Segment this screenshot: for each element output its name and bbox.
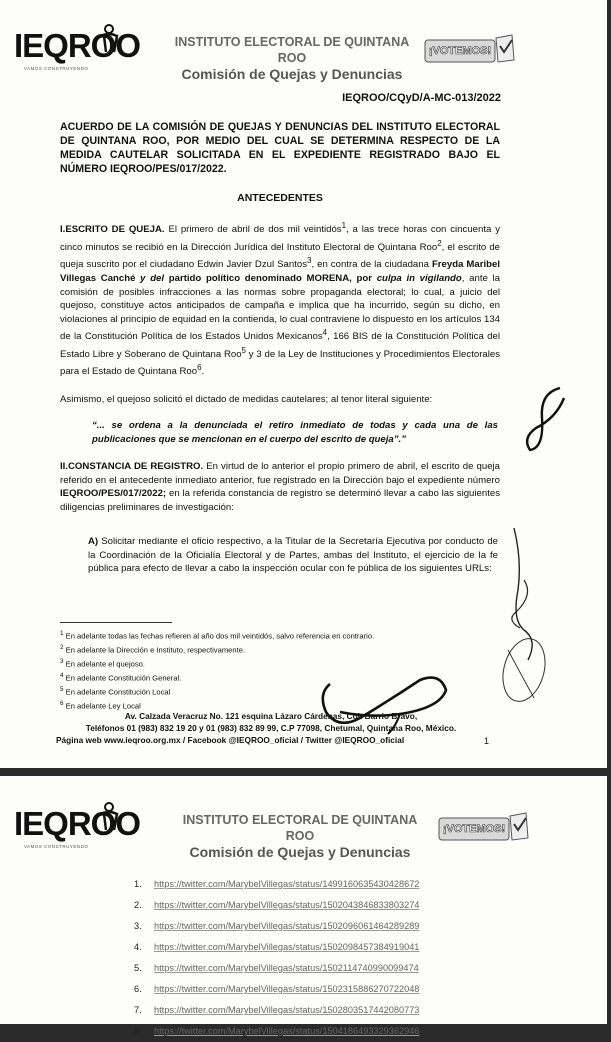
url-link[interactable]: https://twitter.com/MarybelVillegas/status/1502803517442080773: [154, 1005, 420, 1015]
url-link[interactable]: https://twitter.com/MarybelVillegas/status/1502043846833803274: [154, 900, 420, 910]
page-number: 1: [484, 736, 490, 746]
bold-italic-span: y del: [135, 273, 169, 285]
bold-span: IEQROO/PES/017/2022;: [60, 488, 167, 499]
document-page-2: [0, 776, 607, 1036]
text-span: , a las trece horas con cincuenta y cinco minutos se recibió en la Dirección Jurídica del Instituto Electoral de Quintana Roo: [60, 224, 500, 253]
url-item: 2. https://twitter.com/MarybelVillegas/status/1502043846833803274: [134, 900, 420, 910]
footnote-ref: 5: [241, 345, 246, 355]
footnote-ref: 2: [437, 238, 442, 248]
logo-tagline: VAMOS CONSTRUYENDO: [24, 66, 89, 71]
letterhead: [0, 778, 607, 858]
badge-text: ¡VOTEMOS!: [428, 45, 492, 57]
text-span: y 3 de la Ley de Instituciones y Procedimientos Electorales para el Estado de Quintana Roo: [60, 348, 500, 378]
text-span: , el escrito de queja suscrito por el ciudadano Edwin Javier Dzul Santos: [60, 241, 501, 271]
paragraph-medidas-cautelares: Asimismo, el quejoso solicitó el dictado de medidas cautelares; al tenor literal siguiente:: [60, 394, 433, 405]
section-title: ANTECEDENTES: [237, 192, 323, 204]
signature-initial-1: [520, 378, 570, 458]
quoted-request: “... se ordena a la denunciada el retiro inmediato de todas y cada una de las publicaciones que se mencionan en el cuerpo del escrito de queja”.”: [92, 420, 498, 445]
footnote-divider: [60, 622, 172, 623]
url-item: 7. https://twitter.com/MarybelVillegas/status/1502803517442080773: [134, 1005, 420, 1015]
badge-text: ¡VOTEMOS!: [442, 823, 506, 835]
footnote: $^4$ En adelante Constitución General.: [60, 672, 182, 683]
url-link[interactable]: https://twitter.com/MarybelVillegas/status/1502315886270722048: [154, 984, 420, 994]
paragraph-constancia-de-registro: [60, 460, 500, 514]
bold-italic-span: culpa in vigilando: [376, 273, 462, 285]
footnote: $^2$ En adelante la Dirección e Instituto, respectivamente.: [60, 644, 246, 655]
commission-name: Comisión de Quejas y Denuncias: [189, 844, 411, 860]
votemos-badge: [438, 812, 530, 844]
logo-tagline: VAMOS CONSTRUYENDO: [24, 844, 89, 849]
url-link[interactable]: https://twitter.com/MarybelVillegas/status/1504186493329362946: [154, 1026, 420, 1036]
url-link[interactable]: https://twitter.com/MarybelVillegas/status/1499160635430428672: [154, 879, 420, 889]
footnote-ref: 1: [341, 221, 347, 230]
text-span: , ante la comisión de posibles infracciones a las normas sobre propaganda electoral; lo cual, a juicio del quejoso, constituye actos anticipados de campaña e implica que ha incurrido, según su dicho, en violaciones al principio de equidad en la contienda, lo cual contraviene lo dispuesto en los artículos 134 de la Constitución Política de los Estados Unidos Mexicanos: [60, 273, 501, 343]
logo-figure-icon: [98, 24, 120, 54]
votemos-badge: [424, 34, 516, 66]
footnote-ref: 6: [197, 363, 202, 373]
document-code: IEQROO/CQyD/A-MC-013/2022: [342, 92, 501, 104]
paragraph-label: I.ESCRITO DE QUEJA.: [60, 224, 165, 236]
bold-span: Freyda Maribel Villegas Canché: [60, 259, 500, 285]
paragraph-label: II.CONSTANCIA DE REGISTRO.: [60, 461, 204, 472]
institution-name: INSTITUTO ELECTORAL DE QUINTANA ROO: [174, 35, 410, 65]
ieqroo-logo: IEQROO: [14, 27, 141, 64]
paragraph-escrito-de-queja: [60, 219, 500, 379]
bold-span: partido político denominado MORENA, por: [168, 273, 377, 285]
text-span: El primero de abril de dos mil veintidós: [164, 224, 342, 236]
footer-address: Av. Calzada Veracruz No. 121 esquina Lázaro Cárdenas, Col. Barrio Bravo,: [124, 711, 418, 721]
footnote: $^6$ En adelante Ley Local: [60, 700, 141, 711]
url-link[interactable]: https://twitter.com/MarybelVillegas/status/1502098457384919041: [154, 942, 420, 952]
url-item: 6. https://twitter.com/MarybelVillegas/status/1502315886270722048: [134, 984, 420, 994]
url-list: [134, 874, 419, 1042]
url-link[interactable]: https://twitter.com/MarybelVillegas/status/1502114740990099474: [154, 963, 419, 973]
paragraph-diligencia-a: [88, 535, 498, 576]
commission-name: Comisión de Quejas y Denuncias: [181, 66, 403, 82]
footer-phones: Teléfonos 01 (983) 832 19 20 y 01 (983) 832 89 99, C.P 77098, Chetumal, Quintana Roo, México.: [85, 723, 457, 733]
text-span: en la referida constancia de registro se determinó llevar a cabo las siguientes diligencias preliminares de investigación:: [60, 488, 500, 513]
url-item: 5. https://twitter.com/MarybelVillegas/status/1502114740990099474: [134, 963, 419, 973]
footnote: $^1$ En adelante todas las fechas refieren al año dos mil veintidós, salvo referencia en contrario.: [60, 630, 375, 641]
url-item: 3. https://twitter.com/MarybelVillegas/status/1502096061464289289: [134, 921, 420, 931]
url-item: 4. https://twitter.com/MarybelVillegas/status/1502098457384919041: [134, 942, 420, 952]
footer-web: Página web www.ieqroo.org.mx / Facebook @IEQROO_oficial / Twitter @IEQROO_oficial: [56, 735, 405, 745]
footnote-ref: 3: [307, 256, 312, 266]
logo-figure-icon: [98, 802, 120, 832]
url-item: 1. https://twitter.com/MarybelVillegas/status/1499160635430428672: [134, 879, 420, 889]
footnote-ref: 4: [322, 328, 328, 338]
footnote: $^5$ En adelante Constitución Local: [60, 686, 171, 697]
document-title: ACUERDO DE LA COMISIÓN DE QUEJAS Y DENUNCIAS DEL INSTITUTO ELECTORAL DE QUINTANA ROO, POR MEDIO DEL CUAL SE DETERMINA RESPECTO DE LA MEDIDA CAUTELAR SOLICITADA EN EL EXPEDIENTE REGISTRADO BAJO EL NÚMERO IEQROO/PES/017/2022.: [60, 121, 500, 175]
letterhead: [0, 0, 607, 80]
text-span: , en contra de la ciudadana: [311, 259, 432, 271]
institution-name: INSTITUTO ELECTORAL DE QUINTANA ROO: [182, 813, 418, 843]
text-span: , 166 BIS de la Constitución Política del Estado Libre y Soberano de Quintana Roo: [60, 331, 500, 360]
text-span: Solicitar mediante el oficio respectivo, a la Titular de la Secretaría Ejecutiva por conducto de la Coordinación de la Oficialía Electoral y de Partes, ambas del Instituto, el ejercicio de la fe pública para efecto de llevar a cabo la inspección ocular con fe pública de los siguientes URLs:: [88, 536, 498, 574]
text-span: En virtud de lo anterior el propio primero de abril, el escrito de queja referido en el antecedente inmediato anterior, fue registrado en la Dirección bajo el expediente número: [60, 461, 500, 486]
url-link[interactable]: https://twitter.com/MarybelVillegas/status/1502096061464289289: [154, 921, 420, 931]
institution-heading: [170, 812, 430, 860]
footnote: $^3$ En adelante el quejoso.: [60, 658, 146, 669]
url-item: 8. https://twitter.com/MarybelVillegas/status/1504186493329362946: [134, 1026, 420, 1036]
signature-initial-2: [494, 520, 564, 710]
ieqroo-logo: IEQROO: [14, 805, 141, 842]
institution-heading: [162, 34, 422, 82]
text-span: .: [201, 366, 205, 378]
paragraph-label: A): [88, 536, 99, 547]
signature-main: [300, 660, 460, 740]
